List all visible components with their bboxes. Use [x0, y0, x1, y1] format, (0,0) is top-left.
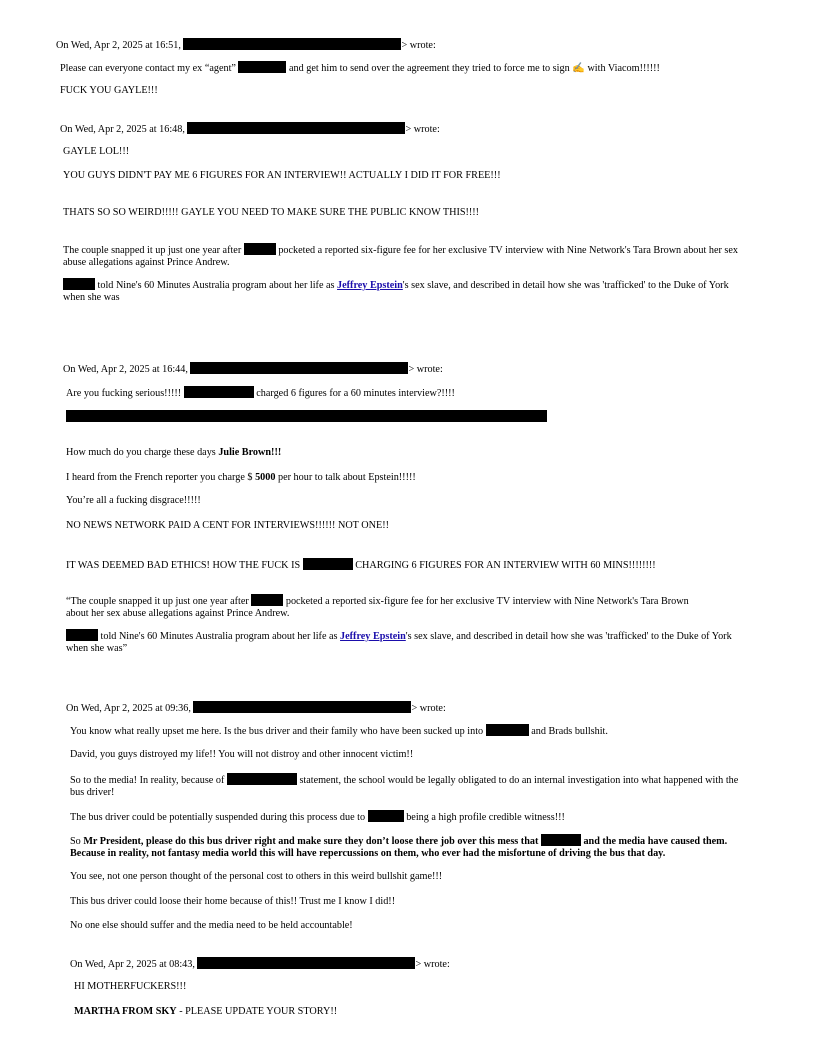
email3-text: per hour to talk about Epstein!!!!!: [277, 472, 416, 483]
email3-text: told Nine's 60 Minutes Australia program about her life as: [100, 631, 338, 642]
email4-header-date: On Wed, Apr 2, 2025 at 09:36,: [66, 703, 191, 714]
redaction: [238, 61, 286, 73]
email1-text: and get him to send over the agreement they tried to force me to sign: [289, 63, 570, 74]
email2-text: told Nine's 60 Minutes Australia program about her life as: [97, 280, 335, 291]
email1-header-wrote: > wrote:: [401, 40, 436, 51]
email2-quote1: [63, 243, 753, 268]
redaction: [486, 724, 529, 736]
redaction: [227, 773, 297, 785]
email4-line4: [70, 810, 565, 824]
email4-line5: [70, 834, 750, 859]
email4-header-wrote: > wrote:: [411, 703, 446, 714]
email1-header-date: On Wed, Apr 2, 2025 at 16:51,: [56, 40, 181, 51]
email4-bold-text: and the media have caused them. Because in reality, not fantasy media world this will have repercussions on them, who ever had the misfortune of driving the bus that day.: [70, 836, 728, 859]
email5-line1: HI MOTHERFUCKERS!!!: [74, 981, 187, 992]
email4-line1: [70, 724, 608, 738]
email3-quote2: [66, 629, 756, 654]
email4-line3: [70, 773, 750, 798]
redaction: [541, 834, 581, 846]
redaction: [66, 629, 98, 641]
email4-line7: This bus driver could loose their home because of this!! Trust me I know I did!!: [70, 896, 396, 907]
email2-line2: YOU GUYS DIDN'T PAY ME 6 FIGURES FOR AN INTERVIEW!! ACTUALLY I DID IT FOR FREE!!!: [63, 170, 501, 181]
redaction: [368, 810, 404, 822]
email1-text: with Viacom!!!!!!: [587, 63, 660, 74]
email4-line2: David, you guys distroyed my life!! You will not distroy and other innocent victim!!: [70, 749, 414, 760]
email1-text: Please can everyone contact my ex “agent”: [60, 63, 236, 74]
email3-text: pocketed a reported six-figure fee for her exclusive TV interview with Nine Network's Tara Brown about her sex abuse allegations against Prince Andrew.: [66, 596, 689, 619]
email3-text: Are you fucking serious!!!!!: [66, 388, 182, 399]
email5-header-date: On Wed, Apr 2, 2025 at 08:43,: [70, 959, 195, 970]
email1-header: [56, 38, 436, 52]
email2-text: The couple snapped it up just one year after: [63, 245, 242, 256]
email2-header-wrote: > wrote:: [405, 124, 440, 135]
email5-header-wrote: > wrote:: [415, 959, 450, 970]
email4-text: and Brads bullshit.: [531, 726, 608, 737]
email3-line4: You’re all a fucking disgrace!!!!!: [66, 495, 201, 506]
email3-text: I heard from the French reporter you charge $: [66, 472, 253, 483]
email5-text: - PLEASE UPDATE YOUR STORY!!: [176, 1006, 338, 1017]
email3-quote1: [66, 594, 706, 619]
email3-bold-text: Julie Brown!!!: [218, 447, 282, 458]
email4-bold-text: Mr President, please do this bus driver right and make sure they don’t loose there job over this mess that: [83, 836, 539, 847]
email3-text: “The couple snapped it up just one year after: [66, 596, 249, 607]
email3-text: 's sex slave, and described in detail how she was 'trafficked' to the Duke of York when she was”: [66, 631, 732, 654]
email3-line5: NO NEWS NETWORK PAID A CENT FOR INTERVIEWS!!!!!! NOT ONE!!: [66, 520, 389, 531]
redaction-bar: [66, 410, 547, 422]
email2-text: 's sex slave, and described in detail how she was 'trafficked' to the Duke of York when she was: [63, 280, 729, 303]
writing-hand-emoji-icon: ✍️: [572, 63, 585, 74]
redaction: [183, 38, 401, 50]
redaction: [63, 278, 95, 290]
email5-header: [70, 957, 450, 971]
email4-text: You know what really upset me here. Is the bus driver and their family who have been sucked up into: [70, 726, 484, 737]
email5-bold-text: MARTHA FROM SKY: [74, 1006, 177, 1017]
email3-line3: [66, 472, 416, 484]
email4-text: The bus driver could be potentially suspended during this process due to: [70, 812, 366, 823]
jeffrey-epstein-link[interactable]: Jeffrey Epstein: [337, 280, 403, 291]
email3-text: charged 6 figures for a 60 minutes interview?!!!!: [256, 388, 455, 399]
email4-header: [66, 701, 446, 715]
redaction: [303, 558, 353, 570]
redaction: [251, 594, 283, 606]
email4-line8: No one else should suffer and the media need to be held accountable!: [70, 920, 353, 931]
email4-text: So to the media! In reality, because of: [70, 775, 225, 786]
jeffrey-epstein-link[interactable]: Jeffrey Epstein: [340, 631, 406, 642]
email3-text: IT WAS DEEMED BAD ETHICS! HOW THE FUCK IS: [66, 560, 301, 571]
email1-line2: FUCK YOU GAYLE!!!: [60, 85, 158, 96]
redaction: [197, 957, 415, 969]
email4-text: So: [70, 836, 81, 847]
email3-text: CHARGING 6 FIGURES FOR AN INTERVIEW WITH 60 MINS!!!!!!!!: [355, 560, 656, 571]
email2-header-date: On Wed, Apr 2, 2025 at 16:48,: [60, 124, 185, 135]
redaction: [193, 701, 411, 713]
email4-text: being a high profile credible witness!!!: [406, 812, 565, 823]
email3-header-wrote: > wrote:: [408, 364, 443, 375]
email4-line6: You see, not one person thought of the personal cost to others in this weird bullshit game!!!: [70, 871, 443, 882]
email2-line1: GAYLE LOL!!!: [63, 146, 130, 157]
redaction: [184, 386, 254, 398]
email3-header-date: On Wed, Apr 2, 2025 at 16:44,: [63, 364, 188, 375]
email4-text: statement, the school would be legally obligated to do an internal investigation into what happened with the bus driver!: [70, 775, 739, 798]
email2-header: [60, 122, 440, 136]
email3-text: How much do you charge these days: [66, 447, 216, 458]
email2-text: pocketed a reported six-figure fee for her exclusive TV interview with Nine Network's Tara Brown about her sex abuse allegations against Prince Andrew.: [63, 245, 739, 268]
redaction: [187, 122, 405, 134]
email3-bold-text: 5000: [255, 472, 276, 483]
email1-line1: [60, 61, 660, 75]
email3-line1: [66, 386, 455, 400]
email2-quote2: [63, 278, 753, 303]
email3-line6: [66, 558, 656, 572]
redaction: [190, 362, 408, 374]
redaction: [244, 243, 276, 255]
email3-header: [63, 362, 443, 376]
email3-line2: [66, 447, 281, 459]
email2-line3: THATS SO SO WEIRD!!!!! GAYLE YOU NEED TO MAKE SURE THE PUBLIC KNOW THIS!!!!: [63, 207, 480, 218]
email5-line2: [74, 1006, 337, 1018]
